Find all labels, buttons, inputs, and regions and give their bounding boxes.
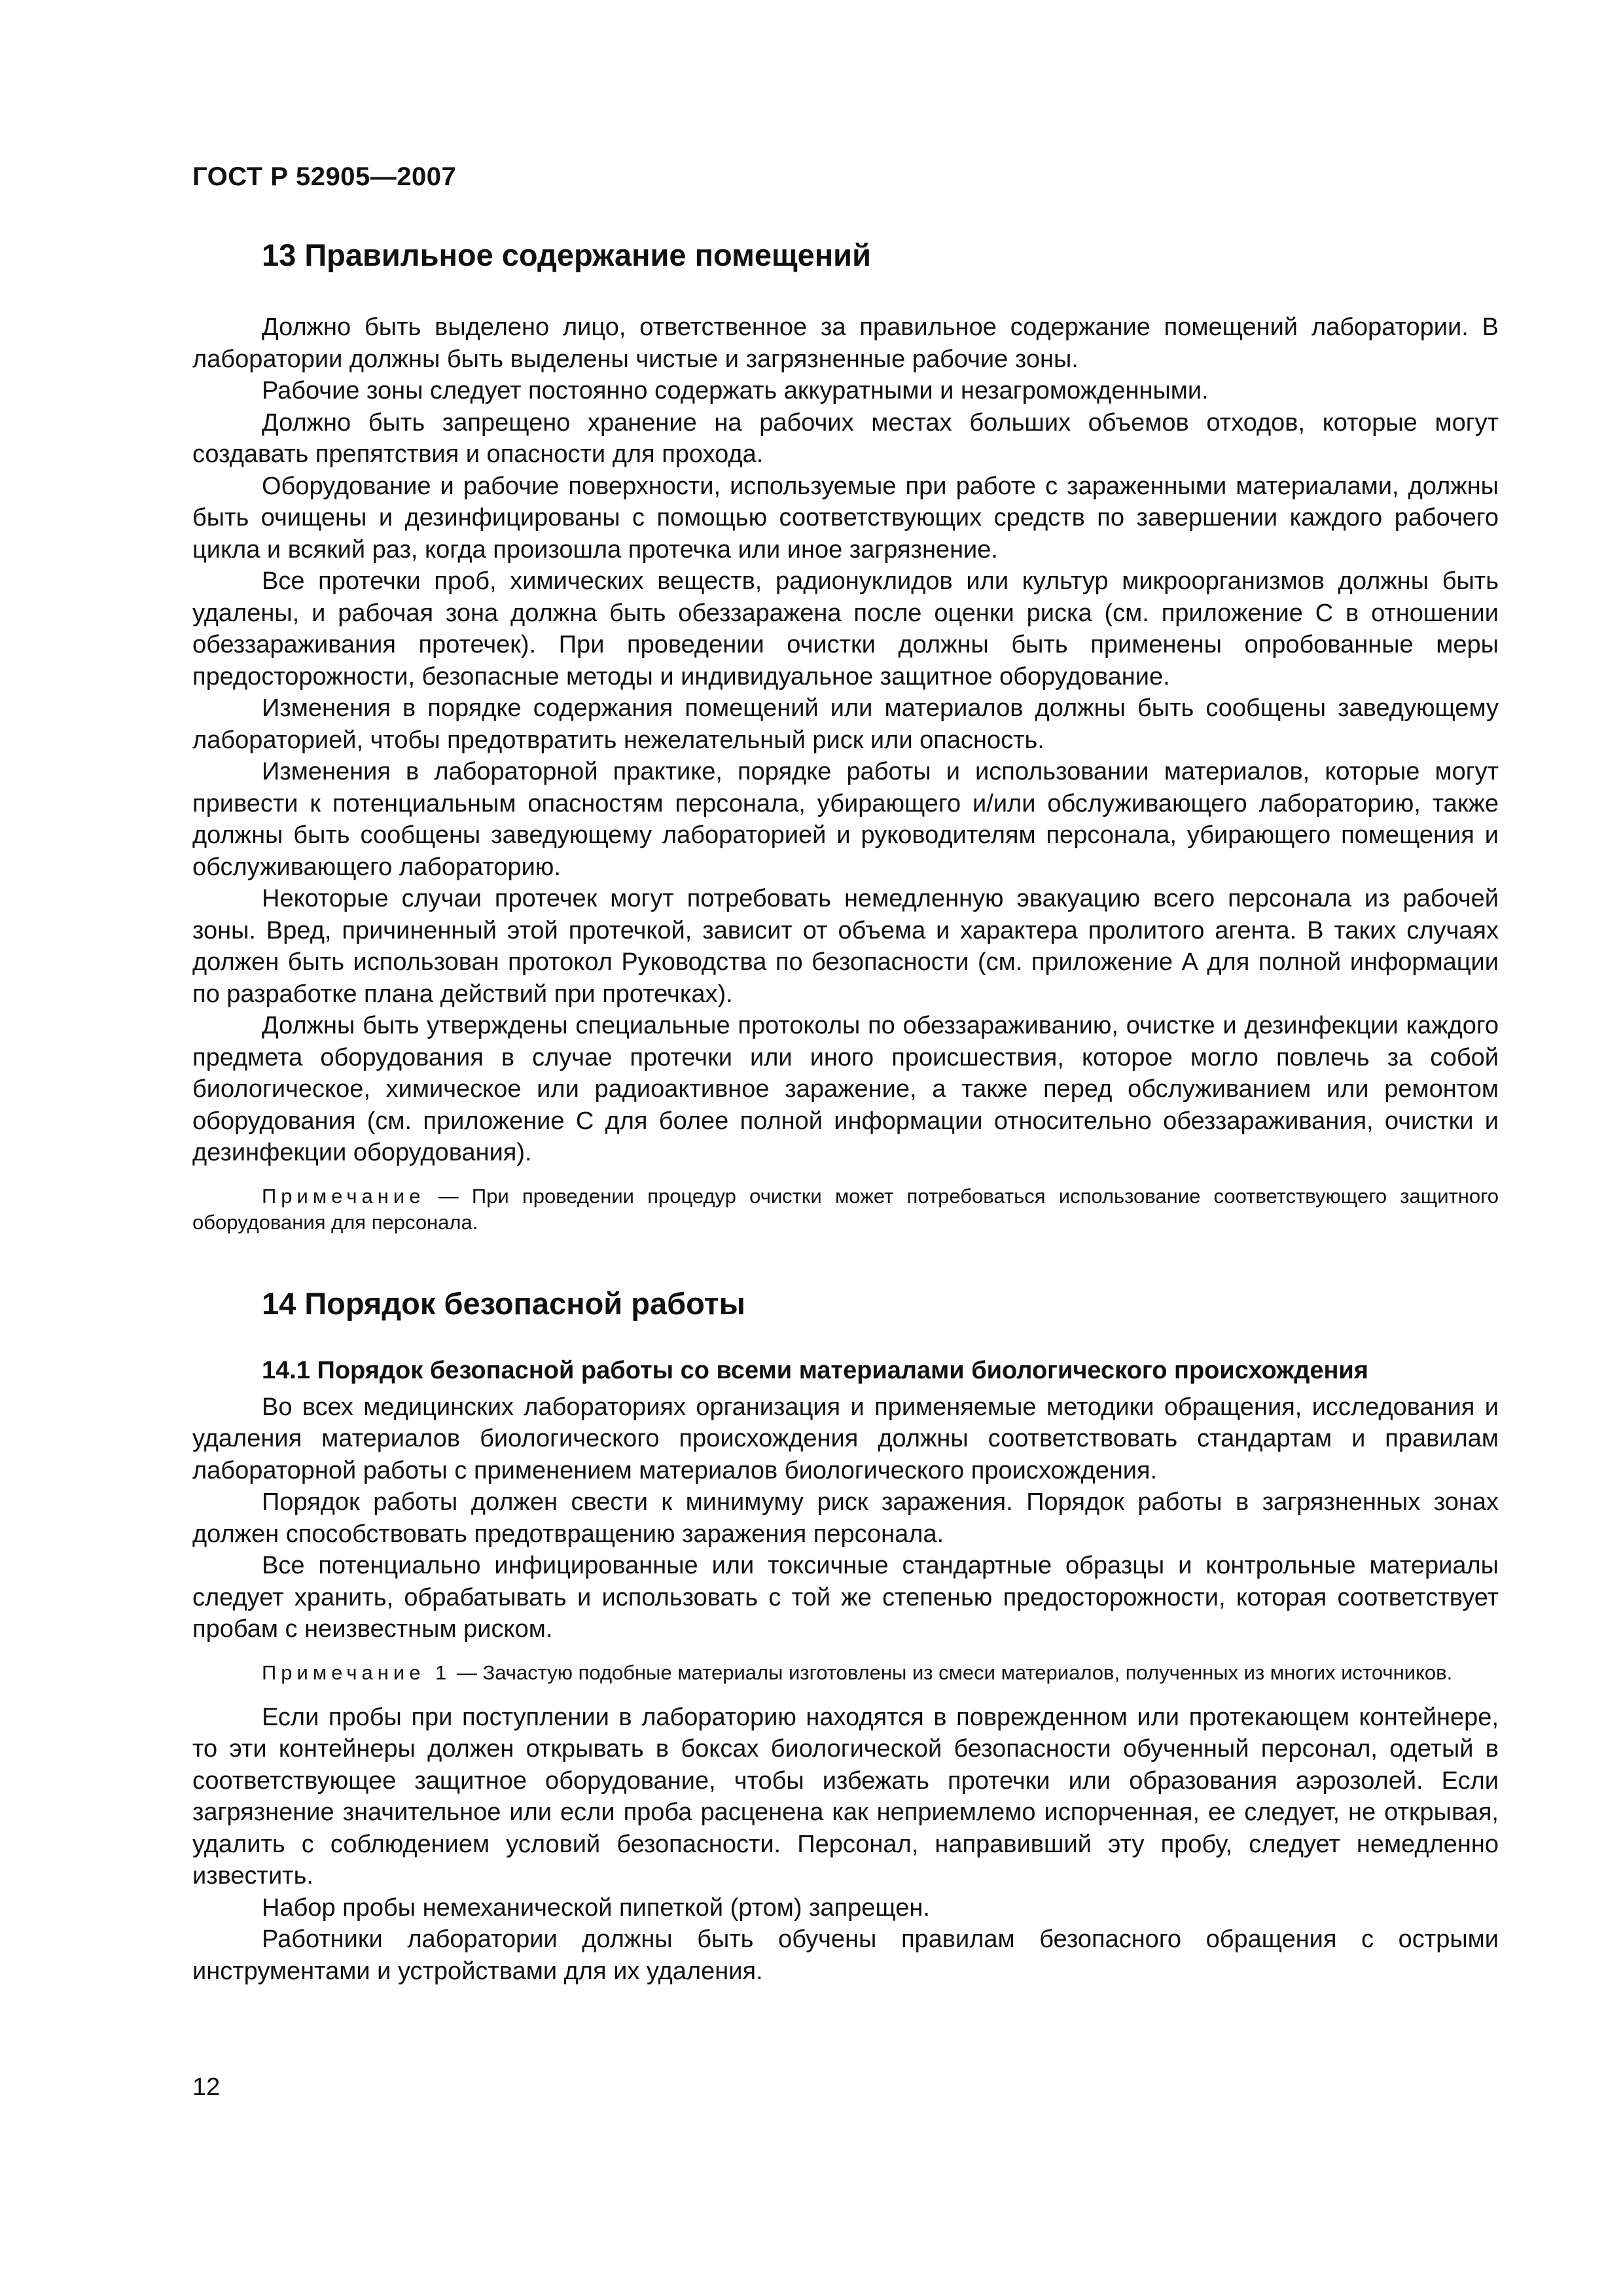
section-13-paragraph: Некоторые случаи протечек могут потребовать немедленную эвакуацию всего персонала из рабочей зоны. Вред, причиненный этой протечкой, зависит от объема и характера пролитого агента. В таких случаях должен быть использован протокол Руководства по безопасности (см. приложение А для полной информации по разработке плана действий при протечках).	[192, 885, 1499, 1008]
section-13-paragraph: Оборудование и рабочие поверхности, используемые при работе с зараженными материалами, должны быть очищены и дезинфицированы с помощью соответствующих средств по завершении каждого рабочего цикла и всякий раз, когда произошла протечка или иное загрязнение.	[192, 472, 1499, 564]
page-content	[192, 223, 1499, 1987]
section-13-paragraph: Должны быть утверждены специальные протоколы по обеззараживанию, очистке и дезинфекции каждого предмета оборудования в случае протечки или иного происшествия, которое могло повлечь за собой биологическое, химическое или радиоактивное заражение, а также перед обслуживанием или ремонтом оборудования (см. приложение С для более полной информации относительно обеззараживания, очистки и дезинфекции оборудования).	[192, 1012, 1499, 1166]
section-13-title: 13 Правильное содержание помещений	[262, 238, 871, 272]
subsection-14-1-paragraph: Если пробы при поступлении в лабораторию находятся в поврежденном или протекающем контейнере, то эти контейнеры должен открывать в боксах биологической безопасности обученный персонал, одетый в соответствующее защитное оборудование, чтобы избежать протечки или образования аэрозолей. Если загрязнение значительное или если проба расценена как неприемлемо испорченная, ее следует, не открывая, удалить с соблюдением условий безопасности. Персонал, направивший эту пробу, следует немедленно известить.	[192, 1703, 1499, 1890]
note-label: Примечание	[262, 1184, 425, 1208]
note-label: Примечание 1	[262, 1660, 452, 1684]
document-code-header: ГОСТ Р 52905—2007	[192, 162, 457, 191]
note-text: — При проведении процедур очистки может потребоваться использование соответствующего защитного оборудования для персонала.	[192, 1184, 1499, 1234]
subsection-14-1-paragraph: Набор пробы немеханической пипеткой (ртом) запрещен.	[262, 1893, 930, 1922]
subsection-14-1-paragraph: Все потенциально инфицированные или токсичные стандартные образцы и контрольные материалы следует хранить, обрабатывать и использовать с той же степенью предосторожности, которая соответствует пробам с неизвестным риском.	[192, 1552, 1499, 1643]
section-13-note	[192, 1183, 1499, 1236]
section-13-paragraph: Должно быть запрещено хранение на рабочих местах больших объемов отходов, которые могут создавать препятствия и опасности для прохода.	[192, 408, 1499, 468]
subsection-14-1-title: 14.1 Порядок безопасной работы со всеми материалами биологического происхождения	[262, 1356, 1368, 1384]
subsection-14-1-paragraph: Порядок работы должен свести к минимуму риск заражения. Порядок работы в загрязненных зонах должен способствовать предотвращению заражения персонала.	[192, 1488, 1499, 1548]
note-text: — Зачастую подобные материалы изготовлены из смеси материалов, полученных из многих источников.	[451, 1660, 1453, 1684]
subsection-14-1-paragraph: Во всех медицинских лабораториях организация и применяемые методики обращения, исследования и удаления материалов биологического происхождения должны соответствовать стандартам и правилам лабораторной работы с применением материалов биологического происхождения.	[192, 1393, 1499, 1484]
subsection-14-1-paragraph: Работники лаборатории должны быть обучены правилам безопасного обращения с острыми инструментами и устройствами для их удаления.	[192, 1926, 1499, 1985]
subsection-14-1-note-1	[192, 1660, 1499, 1686]
section-13-paragraph: Изменения в порядке содержания помещений или материалов должны быть сообщены заведующему лабораторией, чтобы предотвратить нежелательный риск или опасность.	[192, 694, 1499, 754]
page-number: 12	[192, 2073, 221, 2101]
section-13-paragraph: Должно быть выделено лицо, ответственное за правильное содержание помещений лаборатории. В лаборатории должны быть выделены чистые и загрязненные рабочие зоны.	[192, 314, 1499, 373]
section-14-title: 14 Порядок безопасной работы	[262, 1285, 745, 1321]
section-13-paragraph: Все протечки проб, химических веществ, радионуклидов или культур микроорганизмов должны быть удалены, и рабочая зона должна быть обеззаражена после оценки риска (см. приложение С в отношении обеззараживания протечек). При проведении очистки должны быть применены опробованные меры предосторожности, безопасные методы и индивидуальное защитное оборудование.	[192, 567, 1499, 691]
section-13-paragraph: Рабочие зоны следует постоянно содержать аккуратными и незагроможденными.	[262, 377, 1209, 404]
section-13-paragraph: Изменения в лабораторной практике, порядке работы и использовании материалов, которые могут привести к потенциальным опасностям персонала, убирающего и/или обслуживающего лабораторию, также должны быть сообщены заведующему лабораторией и руководителям персонала, убирающего помещения и обслуживающего лабораторию.	[192, 758, 1499, 881]
